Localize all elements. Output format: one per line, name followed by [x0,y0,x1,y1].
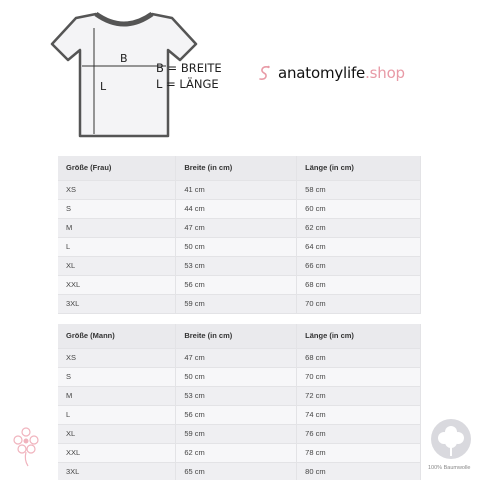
cotton-icon [430,418,472,460]
table-row [58,256,421,275]
cell-length: 80 cm [297,462,421,480]
cell-size: 3XL [58,294,176,313]
table-row [58,237,421,256]
cell-length: 76 cm [297,424,421,443]
table-row [58,424,421,443]
table-row [58,367,421,386]
cell-size: XL [58,424,176,443]
cell-length: 60 cm [297,199,421,218]
cell-width: 44 cm [176,199,297,218]
header-length: Länge (in cm) [297,324,421,348]
cell-length: 78 cm [297,443,421,462]
cotton-label: 100% Baumwolle [428,465,471,471]
header-size: Größe (Frau) [58,156,176,180]
width-marker: B [120,52,128,65]
cell-length: 66 cm [297,256,421,275]
brand-logo [256,64,405,82]
table-row [58,386,421,405]
brand-name: anatomylife [278,64,366,82]
header-width: Breite (in cm) [176,156,297,180]
table-row [58,348,421,367]
table-row [58,275,421,294]
size-table-men [58,324,421,480]
cell-length: 58 cm [297,180,421,199]
cell-length: 68 cm [297,348,421,367]
cell-size: M [58,386,176,405]
cell-length: 72 cm [297,386,421,405]
length-marker: L [100,80,107,93]
brand-mark-icon [256,64,274,82]
cell-width: 59 cm [176,424,297,443]
table-row [58,462,421,480]
cell-width: 56 cm [176,405,297,424]
cell-width: 62 cm [176,443,297,462]
cell-width: 41 cm [176,180,297,199]
cell-length: 68 cm [297,275,421,294]
cell-size: XS [58,348,176,367]
header-size: Größe (Mann) [58,324,176,348]
cell-size: L [58,405,176,424]
cell-length: 70 cm [297,367,421,386]
table-row [58,199,421,218]
header-length: Länge (in cm) [297,156,421,180]
cell-length: 64 cm [297,237,421,256]
cell-width: 50 cm [176,237,297,256]
table-row [58,443,421,462]
cell-length: 74 cm [297,405,421,424]
cell-size: 3XL [58,462,176,480]
cell-width: 47 cm [176,218,297,237]
cell-size: XXL [58,275,176,294]
cell-width: 53 cm [176,386,297,405]
cell-width: 65 cm [176,462,297,480]
table-row [58,218,421,237]
header-width: Breite (in cm) [176,324,297,348]
cell-width: 59 cm [176,294,297,313]
cell-size: XS [58,180,176,199]
table-row [58,180,421,199]
legend-width: B = BREITE [156,61,222,75]
legend-length: L = LÄNGE [156,77,219,91]
cell-width: 56 cm [176,275,297,294]
cell-size: XXL [58,443,176,462]
cell-size: L [58,237,176,256]
cell-size: S [58,199,176,218]
table-row [58,405,421,424]
cell-width: 53 cm [176,256,297,275]
cell-size: XL [58,256,176,275]
size-table-women [58,156,421,314]
cell-width: 50 cm [176,367,297,386]
brand-suffix: .shop [365,64,405,82]
flower-decoration-icon [6,420,46,468]
table-row [58,294,421,313]
cell-width: 47 cm [176,348,297,367]
cell-length: 62 cm [297,218,421,237]
cell-size: M [58,218,176,237]
cell-size: S [58,367,176,386]
cell-length: 70 cm [297,294,421,313]
measurement-legend [156,60,222,92]
